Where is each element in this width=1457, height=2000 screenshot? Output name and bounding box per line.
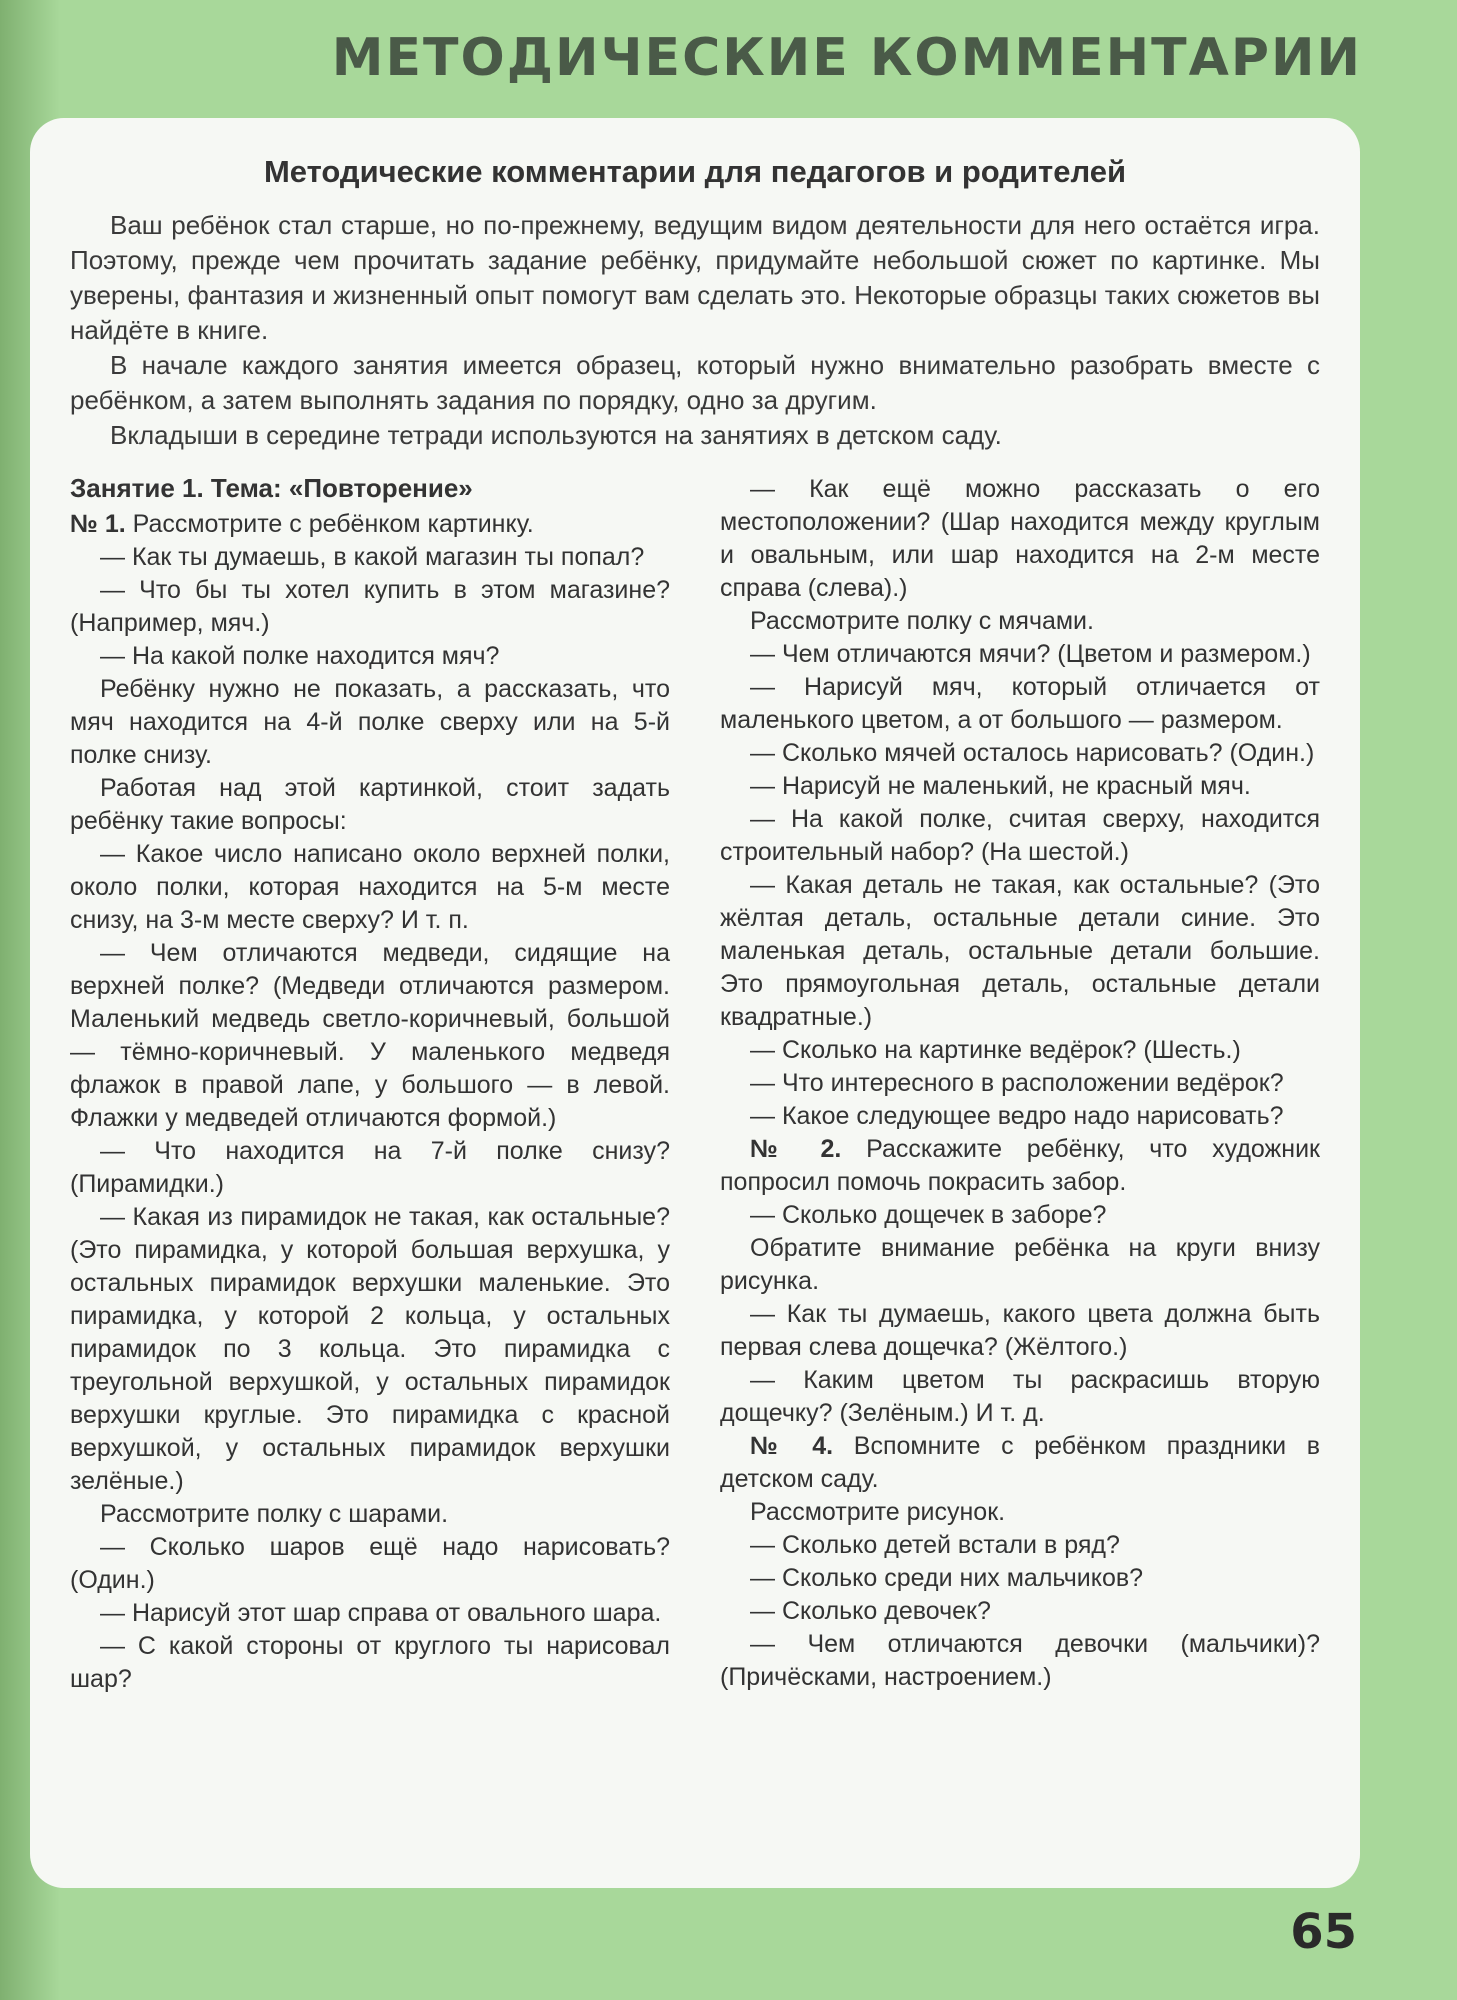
content-panel xyxy=(30,118,1360,1888)
text-paragraph: — Какое число написано около верхней полки, около полки, которая находится на 5-м месте снизу, на 3-м месте сверху? И т. п. xyxy=(70,840,670,934)
text-paragraph: — Что находится на 7-й полке снизу? (Пирамидки.) xyxy=(70,1137,670,1198)
text-paragraph: — Чем отличаются медведи, сидящие на верхней полке? (Медведи отличаются размером. Маленький медведь светло-коричневый, большой — тёмно-коричневый. У маленького медведя флажок в правой лапе, у большого — в левой. Флажки у медведей отличаются формой.) xyxy=(70,939,670,1132)
text-paragraph: — Сколько девочек? xyxy=(750,1597,991,1625)
intro-paragraph: Ваш ребёнок стал старше, но по-прежнему, ведущим видом деятельности для него остаётся игра. Поэтому, прежде чем прочитать задание ребёнку, придумайте небольшой сюжет по картинке. Мы уверены, фантазия и жизненный опыт помогут вам сделать это. Некоторые образцы таких сюжетов вы найдёте в книге. xyxy=(70,210,1320,345)
intro-paragraph: Вкладыши в середине тетради используются на занятиях в детском саду. xyxy=(110,420,1002,450)
section-header: МЕТОДИЧЕСКИЕ КОММЕНТАРИИ xyxy=(331,28,1362,88)
text-paragraph: — Как ещё можно рассказать о его местоположении? (Шар находится между круглым и овальным, или шар находится на 2-м месте справа (слева).) xyxy=(720,475,1320,602)
panel-title: Методические комментарии для педагогов и родителей xyxy=(263,154,1127,189)
task-number: № 1. xyxy=(70,510,126,538)
text-paragraph: — Сколько дощечек в заборе? xyxy=(750,1201,1107,1229)
text-paragraph: — На какой полке, считая сверху, находится строительный набор? (На шестой.) xyxy=(720,805,1320,866)
text-paragraph: — Сколько среди них мальчиков? xyxy=(750,1564,1144,1592)
text-paragraph: — С какой стороны от круглого ты нарисовал шар? xyxy=(70,1632,670,1693)
text-paragraph: — Нарисуй не маленький, не красный мяч. xyxy=(750,772,1251,800)
text-paragraph: — Что интересного в расположении ведёрок? xyxy=(750,1069,1284,1097)
left-column xyxy=(70,473,670,1696)
intro-text xyxy=(70,208,1320,453)
right-column xyxy=(720,473,1320,1696)
text-paragraph: — Нарисуй этот шар справа от овального шара. xyxy=(100,1599,662,1627)
text-paragraph: Ребёнку нужно не показать, а рассказать, что мяч находится на 4-й полке сверху или на 5-й полке снизу. xyxy=(70,675,670,769)
two-column-body xyxy=(70,473,1320,1696)
text-paragraph: — Каким цветом ты раскрасишь вторую дощечку? (Зелёным.) И т. д. xyxy=(720,1366,1320,1427)
text-paragraph: — Сколько мячей осталось нарисовать? (Один.) xyxy=(750,739,1315,767)
text-paragraph: — Какое следующее ведро надо нарисовать? xyxy=(750,1102,1284,1130)
task-paragraph xyxy=(720,1133,1320,1199)
text-paragraph: — Сколько детей встали в ряд? xyxy=(750,1531,1120,1559)
text-paragraph: Рассмотрите полку с шарами. xyxy=(100,1500,449,1528)
text-paragraph: — Чем отличаются девочки (мальчики)? (Причёсками, настроением.) xyxy=(720,1630,1320,1691)
intro-paragraph: В начале каждого занятия имеется образец, который нужно внимательно разобрать вместе с ребёнком, а затем выполнять задания по порядку, одно за другим. xyxy=(70,350,1320,415)
text-paragraph: — Какая деталь не такая, как остальные? (Это жёлтая деталь, остальные детали синие. Это маленькая деталь, остальные детали большие. Это прямоугольная деталь, остальные детали квадратные.) xyxy=(720,871,1320,1031)
task-text: Вспомните с ребёнком праздники в детском саду. xyxy=(720,1432,1320,1493)
task-text: Расскажите ребёнку, что художник попросил помочь покрасить забор. xyxy=(720,1135,1320,1196)
text-paragraph: — Сколько на картинке ведёрок? (Шесть.) xyxy=(750,1036,1241,1064)
text-paragraph: — Как ты думаешь, какого цвета должна быть первая слева дощечка? (Жёлтого.) xyxy=(720,1300,1320,1361)
text-paragraph: — Какая из пирамидок не такая, как остальные? (Это пирамидка, у которой большая верхушка, у остальных пирамидок верхушки маленькие. Это пирамидка, у которой 2 кольца, у остальных пирамидок по 3 кольца. Это пирамидка с треугольной верхушкой, у остальных пирамидок верхушки круглые. Это пирамидка с красной верхушкой, у остальных пирамидок верхушки зелёные.) xyxy=(70,1203,670,1495)
text-paragraph: — Как ты думаешь, в какой магазин ты попал? xyxy=(100,543,645,571)
text-paragraph: Обратите внимание ребёнка на круги внизу рисунка. xyxy=(720,1234,1320,1295)
text-paragraph: Рассмотрите полку с мячами. xyxy=(750,607,1094,635)
text-paragraph: — На какой полке находится мяч? xyxy=(100,642,500,670)
page-number: 65 xyxy=(1290,1904,1357,1960)
task-paragraph xyxy=(70,508,670,541)
lesson-heading: Занятие 1. Тема: «Повторение» xyxy=(70,473,473,503)
text-paragraph: Работая над этой картинкой, стоит задать ребёнку такие вопросы: xyxy=(70,774,670,835)
task-paragraph xyxy=(720,1430,1320,1496)
text-paragraph: — Нарисуй мяч, который отличается от маленького цветом, а от большого — размером. xyxy=(720,673,1320,734)
task-number: № 2. xyxy=(750,1135,842,1163)
task-number: № 4. xyxy=(750,1432,834,1460)
text-paragraph: — Чем отличаются мячи? (Цветом и размером.) xyxy=(750,640,1311,668)
task-text: Рассмотрите с ребёнком картинку. xyxy=(132,510,534,538)
text-paragraph: Рассмотрите рисунок. xyxy=(750,1498,1006,1526)
text-paragraph: — Что бы ты хотел купить в этом магазине? (Например, мяч.) xyxy=(70,576,670,637)
text-paragraph: — Сколько шаров ещё надо нарисовать? (Один.) xyxy=(70,1533,670,1594)
